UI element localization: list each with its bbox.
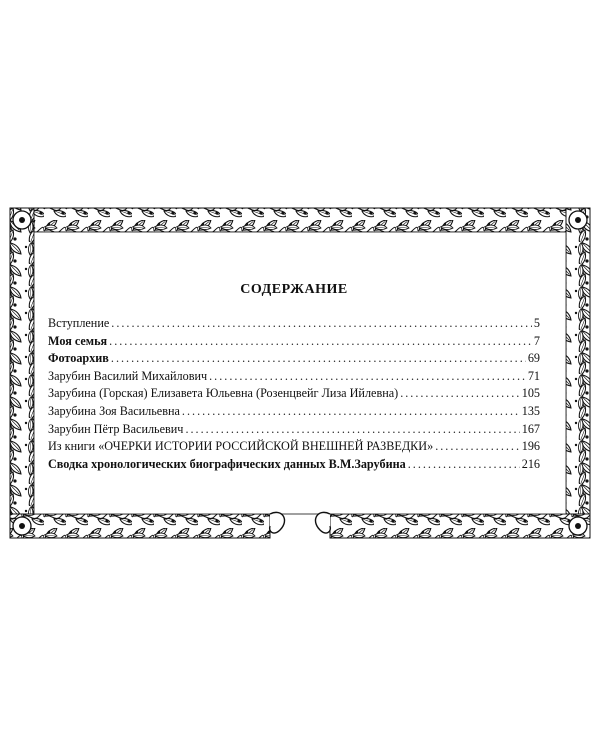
- toc-entry-page: 135: [521, 403, 540, 418]
- toc-entry[interactable]: [48, 351, 540, 369]
- frame-gap-right-curl: [315, 512, 330, 533]
- toc-entry-label: Сводка хронологических биографических данных В.М.Зарубина: [48, 456, 406, 471]
- toc-dot-leader: [209, 369, 526, 384]
- toc-title: СОДЕРЖАНИЕ: [240, 282, 348, 297]
- toc-entry-page: 105: [521, 386, 540, 401]
- toc-entry-label: Из книги «ОЧЕРКИ ИСТОРИИ РОССИЙСКОЙ ВНЕШНЕЙ РАЗВЕДКИ»: [48, 439, 434, 454]
- toc-entry-page: 7: [533, 333, 540, 348]
- toc-entry-label: Зарубин Пётр Васильевич: [48, 421, 184, 436]
- toc-entry-label: Зарубин Василий Михайлович: [48, 368, 208, 383]
- toc-entry[interactable]: [48, 439, 540, 457]
- toc-entry-page: 216: [521, 456, 540, 471]
- frame-bottom-right-band: [330, 514, 590, 538]
- frame-right-band: [566, 208, 590, 538]
- toc-entry[interactable]: [48, 422, 540, 440]
- toc-entry[interactable]: [48, 316, 540, 334]
- frame-top-band: [10, 208, 590, 232]
- toc-entry-label: Моя семья: [48, 333, 108, 348]
- toc-list: [48, 316, 540, 474]
- toc-entry[interactable]: [48, 386, 540, 404]
- toc-entry-page: 69: [527, 351, 540, 366]
- toc-entry-label: Вступление: [48, 316, 110, 330]
- toc-entry-label: Зарубина Зоя Васильевна: [48, 403, 180, 418]
- frame-bottom-left-band: [10, 514, 270, 538]
- toc-dot-leader: [400, 386, 520, 401]
- toc-entry[interactable]: [48, 334, 540, 352]
- toc-dot-leader: [435, 439, 520, 454]
- toc-entry-page: 196: [521, 439, 540, 454]
- toc-entry[interactable]: [48, 369, 540, 387]
- frame-left-band: [10, 208, 34, 538]
- toc-entry-page: 71: [527, 368, 540, 383]
- toc-dot-leader: [408, 457, 520, 472]
- toc-dot-leader: [109, 334, 532, 349]
- toc-entry[interactable]: [48, 457, 540, 475]
- toc-entry-page: 167: [521, 421, 540, 436]
- table-of-contents: [48, 282, 540, 474]
- toc-dot-leader: [185, 422, 519, 437]
- toc-entry[interactable]: [48, 404, 540, 422]
- toc-dot-leader: [111, 351, 526, 366]
- toc-dot-leader: [182, 404, 520, 419]
- toc-entry-label: Зарубина (Горская) Елизавета Юльевна (Розенцвейг Лиза Ийлевна): [48, 386, 399, 401]
- toc-dot-leader: [111, 316, 532, 331]
- toc-entry-page: 5: [533, 316, 540, 330]
- frame-gap-left-curl: [270, 512, 285, 533]
- toc-entry-label: Фотоархив: [48, 351, 109, 366]
